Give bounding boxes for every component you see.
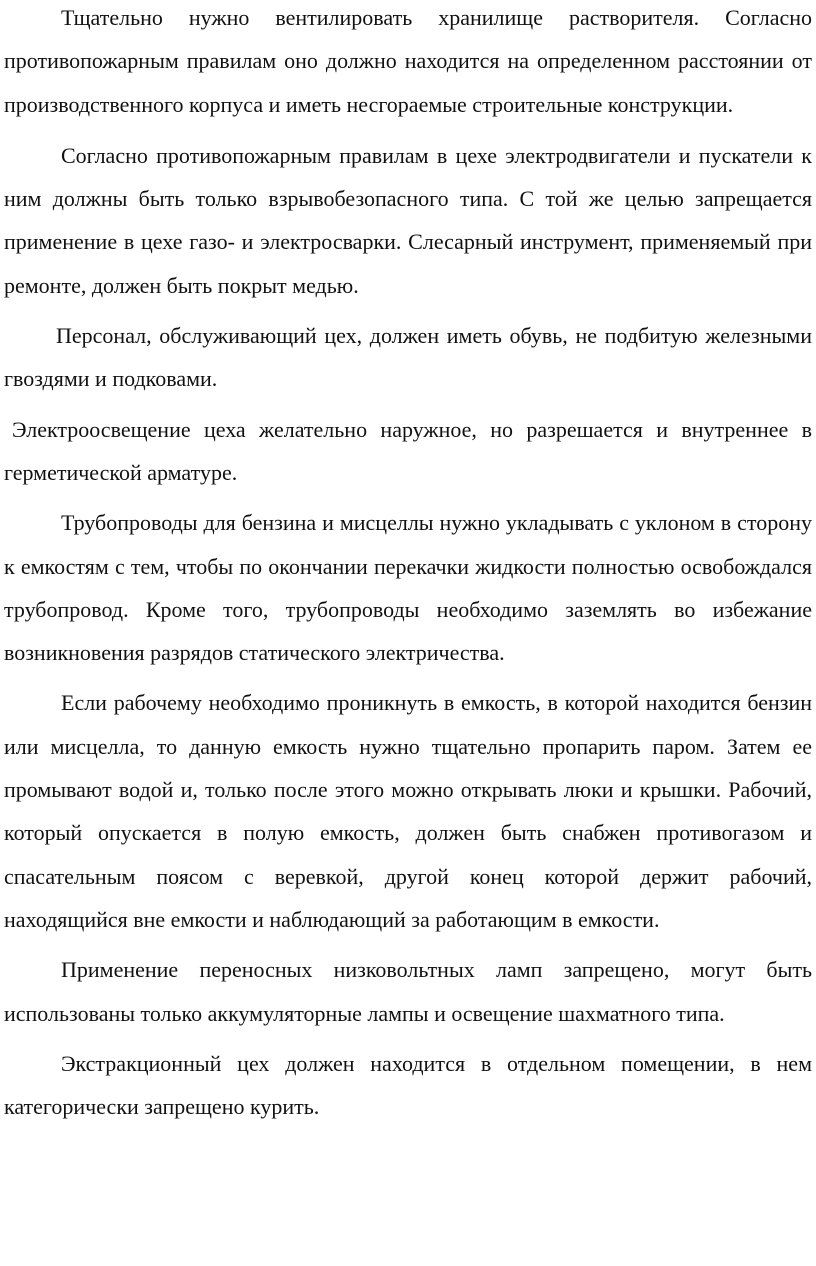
paragraph-lighting: Электроосвещение цеха желательно наружное, но разрешается и внутреннее в герметической арматуре. bbox=[4, 416, 812, 485]
paragraph-personnel-footwear: Персонал, обслуживающий цех, должен иметь обувь, не подбитую железными гвоздями и подковами. bbox=[4, 323, 812, 392]
paragraph-solvent-storage: Тщательно нужно вентилировать хранилище растворителя. Согласно противопожарным правилам оно должно находится на определенном расстоянии от производственного корпуса и иметь несгораемые строительные конструкции. bbox=[4, 5, 812, 117]
paragraph-pipelines: Трубопроводы для бензина и мисцеллы нужно укладывать с уклоном в сторону к емкостям с тем, чтобы по окончании перекачки жидкости полностью освобождался трубопровод. Кроме того, трубопроводы необходимо заземлять во избежание возникновения разрядов статического электричества. bbox=[4, 510, 812, 666]
paragraph-no-smoking: Экстракционный цех должен находится в отдельном помещении, в нем категорически запрещено курить. bbox=[4, 1050, 812, 1120]
paragraph-portable-lamps: Применение переносных низковольтных ламп запрещено, могут быть использованы только аккумуляторные лампы и освещение шахматного типа. bbox=[4, 957, 812, 1026]
paragraph-explosion-proof-equipment: Согласно противопожарным правилам в цехе электродвигатели и пускатели к ним должны быть только взрывобезопасного типа. С той же целью запрещается применение в цехе газо- и электросварки. Слесарный инструмент, применяемый при ремонте, должен быть покрыт медью. bbox=[4, 142, 812, 298]
paragraph-tank-entry: Если рабочему необходимо проникнуть в емкость, в которой находится бензин или мисцелла, то данную емкость нужно тщательно пропарить паром. Затем ее промывают водой и, только после этого можно открывать люки и крышки. Рабочий, который опускается в полую емкость, должен быть снабжен противогазом и спасательным поясом с веревкой, другой конец которой держит рабочий, находящийся вне емкости и наблюдающий за работающим в емкости. bbox=[4, 690, 812, 932]
